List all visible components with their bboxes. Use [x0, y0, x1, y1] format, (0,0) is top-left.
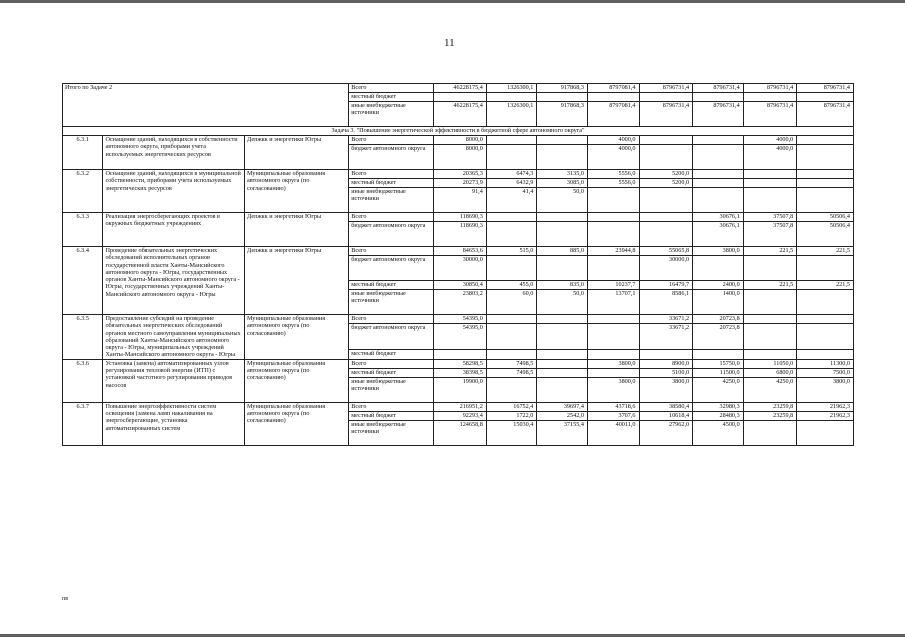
amount-cell: 41,4 — [486, 188, 537, 213]
amount-cell: 40011,0 — [587, 420, 639, 445]
amount-cell: 8797081,4 — [587, 102, 639, 127]
amount-cell: 221,5 — [797, 247, 854, 256]
amount-cell: 30676,1 — [693, 213, 744, 222]
funding-source: местный бюджет — [349, 179, 434, 188]
item-name: Повышение энергоэффективности систем освещения (замена ламп накаливания на энергосберегающие, установка автоматизированных систем — [103, 402, 245, 445]
amount-cell: 50506,4 — [797, 213, 854, 222]
amount-cell: 118690,3 — [434, 213, 487, 222]
amount-cell: 3800,0 — [587, 377, 639, 402]
item-name: Оснащение зданий, находящихся в муниципальной собственности, приборами учета используемых энергетических ресурсов — [103, 170, 245, 213]
amount-cell — [797, 188, 854, 213]
amount-cell — [743, 290, 797, 315]
amount-cell — [587, 93, 639, 102]
amount-cell — [537, 377, 588, 402]
amount-cell: 8000,0 — [434, 145, 487, 170]
amount-cell: 5556,0 — [587, 170, 639, 179]
amount-cell: 8796731,4 — [743, 84, 797, 93]
amount-cell: 885,0 — [537, 247, 588, 256]
amount-cell: 10237,7 — [587, 281, 639, 290]
funding-source: Всего — [349, 315, 434, 324]
amount-cell: 4500,0 — [693, 420, 744, 445]
amount-cell — [639, 93, 693, 102]
amount-cell — [693, 170, 744, 179]
amount-cell: 39697,4 — [537, 402, 588, 411]
amount-cell — [537, 136, 588, 145]
amount-cell: 3800,0 — [639, 377, 693, 402]
amount-cell: 118690,3 — [434, 222, 487, 247]
item-code: 6.3.6 — [63, 359, 103, 402]
amount-cell — [693, 145, 744, 170]
scan-border-top — [0, 0, 905, 3]
amount-cell: 3800,0 — [797, 377, 854, 402]
amount-cell: 54395,0 — [434, 315, 487, 324]
funding-source: местный бюджет — [349, 93, 434, 102]
amount-cell — [693, 256, 744, 281]
amount-cell: 11500,0 — [693, 368, 744, 377]
amount-cell — [486, 377, 537, 402]
budget-table — [62, 83, 854, 446]
table-row — [63, 402, 854, 411]
item-executor: Депжкк и энергетики Югры — [245, 213, 349, 247]
amount-cell: 5200,0 — [639, 170, 693, 179]
amount-cell: 1326300,1 — [486, 102, 537, 127]
amount-cell: 92293,4 — [434, 411, 487, 420]
item-code: 6.3.4 — [63, 247, 103, 315]
amount-cell — [486, 213, 537, 222]
amount-cell — [743, 315, 797, 324]
amount-cell — [797, 324, 854, 350]
amount-cell: 4000,0 — [587, 145, 639, 170]
amount-cell: 13707,1 — [587, 290, 639, 315]
table-row — [63, 359, 854, 368]
amount-cell: 84653,6 — [434, 247, 487, 256]
amount-cell: 11300,0 — [797, 359, 854, 368]
amount-cell — [434, 93, 487, 102]
item-code: 6.3.2 — [63, 170, 103, 213]
amount-cell: 21962,3 — [797, 402, 854, 411]
amount-cell — [486, 315, 537, 324]
funding-source: бюджет автономного округа — [349, 324, 434, 350]
amount-cell: 455,0 — [486, 281, 537, 290]
amount-cell — [639, 213, 693, 222]
amount-cell — [537, 93, 588, 102]
amount-cell: 8796731,4 — [693, 84, 744, 93]
amount-cell: 38580,4 — [639, 402, 693, 411]
amount-cell: 50,0 — [537, 290, 588, 315]
amount-cell — [486, 136, 537, 145]
amount-cell: 1400,0 — [693, 290, 744, 315]
amount-cell: 124658,8 — [434, 420, 487, 445]
table-row — [63, 170, 854, 179]
amount-cell — [743, 93, 797, 102]
funding-source: иные внебюджетные источники — [349, 290, 434, 315]
item-code: 6.3.5 — [63, 315, 103, 360]
amount-cell: 37155,4 — [537, 420, 588, 445]
amount-cell: 16479,7 — [639, 281, 693, 290]
amount-cell: 21962,3 — [797, 411, 854, 420]
item-name: Оснащение зданий, находящихся в собственности автономного округа, приборами учета используемых энергетических ресурсов — [103, 136, 245, 170]
funding-source: Всего — [349, 247, 434, 256]
amount-cell: 4000,0 — [587, 136, 639, 145]
funding-source: бюджет автономного округа — [349, 222, 434, 247]
amount-cell: 19900,0 — [434, 377, 487, 402]
amount-cell — [797, 179, 854, 188]
amount-cell — [693, 93, 744, 102]
amount-cell — [743, 256, 797, 281]
amount-cell — [797, 290, 854, 315]
funding-source: Всего — [349, 359, 434, 368]
task-header-row — [63, 127, 854, 136]
amount-cell — [587, 188, 639, 213]
amount-cell — [537, 213, 588, 222]
amount-cell — [537, 256, 588, 281]
amount-cell — [693, 188, 744, 213]
amount-cell — [797, 256, 854, 281]
amount-cell: 60,0 — [486, 290, 537, 315]
funding-source: Всего — [349, 84, 434, 93]
amount-cell: 2542,0 — [537, 411, 588, 420]
amount-cell: 7498,5 — [486, 359, 537, 368]
amount-cell: 23259,8 — [743, 411, 797, 420]
amount-cell — [639, 350, 693, 359]
item-executor: Муниципальные образования автономного округа (по согласованию) — [245, 315, 349, 360]
amount-cell: 20723,8 — [693, 315, 744, 324]
amount-cell — [797, 93, 854, 102]
amount-cell: 5556,0 — [587, 179, 639, 188]
amount-cell: 38398,5 — [434, 368, 487, 377]
amount-cell: 4000,0 — [743, 145, 797, 170]
amount-cell — [537, 222, 588, 247]
table-row — [63, 213, 854, 222]
amount-cell: 8797081,4 — [587, 84, 639, 93]
amount-cell: 1722,0 — [486, 411, 537, 420]
amount-cell: 5100,0 — [639, 368, 693, 377]
amount-cell: 8796731,4 — [639, 102, 693, 127]
amount-cell — [486, 256, 537, 281]
amount-cell: 30850,4 — [434, 281, 487, 290]
funding-source: Всего — [349, 170, 434, 179]
amount-cell: 15030,4 — [486, 420, 537, 445]
item-name: Предоставление субсидий на проведение обязательных энергетических обследований органов местного самоуправления муниципальных образований Ханты-Мансийского автономного округа - Югры, муниципальных учреждений Ханты-Мансийского автономного округа - Югры — [103, 315, 245, 360]
amount-cell — [537, 368, 588, 377]
amount-cell — [486, 145, 537, 170]
amount-cell: 54395,0 — [434, 324, 487, 350]
amount-cell — [797, 145, 854, 170]
item-name: Реализация энергосберегающих проектов в окружных бюджетных учреждениях — [103, 213, 245, 247]
funding-source: иные внебюджетные источники — [349, 102, 434, 127]
funding-source: бюджет автономного округа — [349, 256, 434, 281]
amount-cell: 8796731,4 — [797, 102, 854, 127]
amount-cell — [743, 179, 797, 188]
funding-source: местный бюджет — [349, 350, 434, 359]
funding-source: Всего — [349, 213, 434, 222]
amount-cell — [434, 350, 487, 359]
amount-cell: 30000,0 — [639, 256, 693, 281]
amount-cell: 515,0 — [486, 247, 537, 256]
amount-cell — [639, 145, 693, 170]
amount-cell — [693, 350, 744, 359]
amount-cell: 835,0 — [537, 281, 588, 290]
item-executor: Депжкк и энергетики Югры — [245, 136, 349, 170]
table-row — [63, 84, 854, 93]
amount-cell — [537, 324, 588, 350]
item-code: 6.3.1 — [63, 136, 103, 170]
amount-cell: 20273,9 — [434, 179, 487, 188]
amount-cell: 43718,6 — [587, 402, 639, 411]
funding-source: местный бюджет — [349, 281, 434, 290]
funding-source: местный бюджет — [349, 411, 434, 420]
amount-cell — [797, 170, 854, 179]
item-executor: Депжкк и энергетики Югры — [245, 247, 349, 315]
amount-cell — [639, 188, 693, 213]
amount-cell: 917868,3 — [537, 102, 588, 127]
funding-source: Всего — [349, 402, 434, 411]
amount-cell: 23944,8 — [587, 247, 639, 256]
amount-cell — [486, 350, 537, 359]
amount-cell — [743, 420, 797, 445]
amount-cell: 46228175,4 — [434, 84, 487, 93]
amount-cell: 8796731,4 — [797, 84, 854, 93]
amount-cell — [743, 350, 797, 359]
table-row — [63, 315, 854, 324]
amount-cell: 28480,3 — [693, 411, 744, 420]
amount-cell — [587, 368, 639, 377]
amount-cell: 32980,3 — [693, 402, 744, 411]
amount-cell: 4250,0 — [693, 377, 744, 402]
amount-cell: 23259,8 — [743, 402, 797, 411]
table-row — [63, 247, 854, 256]
amount-cell: 4250,0 — [743, 377, 797, 402]
funding-source: бюджет автономного округа — [349, 145, 434, 170]
amount-cell: 221,5 — [743, 247, 797, 256]
amount-cell — [639, 222, 693, 247]
amount-cell — [797, 350, 854, 359]
amount-cell — [486, 222, 537, 247]
amount-cell: 27962,0 — [639, 420, 693, 445]
amount-cell — [587, 324, 639, 350]
amount-cell: 15750,0 — [693, 359, 744, 368]
item-name: Проведение обязательных энергетических обследований исполнительных органов государственной власти Ханты-Мансийского автономного округа - Югры, государственных органов Ханты-Мансийского автономного округа - Югры, государственных учреждений Ханты-Мансийского автономного округа - Югры — [103, 247, 245, 315]
amount-cell — [693, 136, 744, 145]
amount-cell — [537, 359, 588, 368]
amount-cell: 2400,0 — [693, 281, 744, 290]
amount-cell — [486, 324, 537, 350]
funding-source: иные внебюджетные источники — [349, 420, 434, 445]
amount-cell — [743, 188, 797, 213]
amount-cell: 46228175,4 — [434, 102, 487, 127]
item-name: Установка (замена) автоматизированных узлов регулирования тепловой энергии (ИТП) с установкой частотного регулирования приводов насосов — [103, 359, 245, 402]
amount-cell: 7498,5 — [486, 368, 537, 377]
amount-cell: 58298,5 — [434, 359, 487, 368]
table-row — [63, 136, 854, 145]
amount-cell: 221,5 — [797, 281, 854, 290]
amount-cell: 30676,1 — [693, 222, 744, 247]
amount-cell: 8900,0 — [639, 359, 693, 368]
amount-cell — [486, 93, 537, 102]
amount-cell: 11050,0 — [743, 359, 797, 368]
amount-cell: 8000,0 — [434, 136, 487, 145]
amount-cell: 3800,0 — [693, 247, 744, 256]
amount-cell — [537, 315, 588, 324]
amount-cell: 33671,2 — [639, 324, 693, 350]
amount-cell: 5200,0 — [639, 179, 693, 188]
amount-cell — [743, 170, 797, 179]
page-number: 11 — [444, 37, 455, 49]
amount-cell: 30000,0 — [434, 256, 487, 281]
item-code: 6.3.3 — [63, 213, 103, 247]
item-executor: Муниципальные образования автономного округа (по согласованию) — [245, 402, 349, 445]
amount-cell: 10618,4 — [639, 411, 693, 420]
amount-cell: 216951,2 — [434, 402, 487, 411]
funding-source: местный бюджет — [349, 368, 434, 377]
amount-cell: 1326300,1 — [486, 84, 537, 93]
amount-cell: 917868,3 — [537, 84, 588, 93]
scan-border-bottom — [0, 634, 905, 637]
amount-cell: 37507,8 — [743, 213, 797, 222]
amount-cell: 221,5 — [743, 281, 797, 290]
amount-cell: 4000,0 — [743, 136, 797, 145]
amount-cell — [797, 136, 854, 145]
amount-cell: 16752,4 — [486, 402, 537, 411]
amount-cell: 37507,8 — [743, 222, 797, 247]
amount-cell: 20723,8 — [693, 324, 744, 350]
amount-cell: 8586,1 — [639, 290, 693, 315]
funding-source: Всего — [349, 136, 434, 145]
amount-cell — [797, 315, 854, 324]
funding-source: иные внебюджетные источники — [349, 188, 434, 213]
item-executor: Муниципальные образования автономного округа (по согласованию) — [245, 359, 349, 402]
amount-cell: 8796731,4 — [639, 84, 693, 93]
footer-mark: пв — [62, 596, 69, 602]
amount-cell — [797, 420, 854, 445]
amount-cell: 20365,3 — [434, 170, 487, 179]
amount-cell: 3085,0 — [537, 179, 588, 188]
amount-cell: 33671,2 — [639, 315, 693, 324]
amount-cell — [743, 324, 797, 350]
amount-cell: 23803,2 — [434, 290, 487, 315]
amount-cell: 6800,0 — [743, 368, 797, 377]
total-label: Итого по Задаче 2 — [63, 84, 349, 127]
amount-cell — [537, 145, 588, 170]
amount-cell — [587, 350, 639, 359]
amount-cell: 8796731,4 — [743, 102, 797, 127]
amount-cell — [537, 350, 588, 359]
funding-source: иные внебюджетные источники — [349, 377, 434, 402]
amount-cell: 50,0 — [537, 188, 588, 213]
amount-cell — [587, 222, 639, 247]
item-code: 6.3.7 — [63, 402, 103, 445]
amount-cell: 3800,0 — [587, 359, 639, 368]
amount-cell — [639, 136, 693, 145]
amount-cell: 6432,9 — [486, 179, 537, 188]
amount-cell: 6474,3 — [486, 170, 537, 179]
amount-cell: 3135,0 — [537, 170, 588, 179]
amount-cell — [587, 256, 639, 281]
item-executor: Муниципальные образования автономного округа (по согласованию) — [245, 170, 349, 213]
amount-cell: 8796731,4 — [693, 102, 744, 127]
amount-cell: 91,4 — [434, 188, 487, 213]
amount-cell: 3707,6 — [587, 411, 639, 420]
task-header: Задача 3. "Повышение энергетической эффективности в бюджетной сфере автономного округа" — [63, 127, 854, 136]
amount-cell — [693, 179, 744, 188]
amount-cell — [587, 315, 639, 324]
amount-cell — [587, 213, 639, 222]
amount-cell: 55065,8 — [639, 247, 693, 256]
amount-cell: 7500,0 — [797, 368, 854, 377]
amount-cell: 50506,4 — [797, 222, 854, 247]
